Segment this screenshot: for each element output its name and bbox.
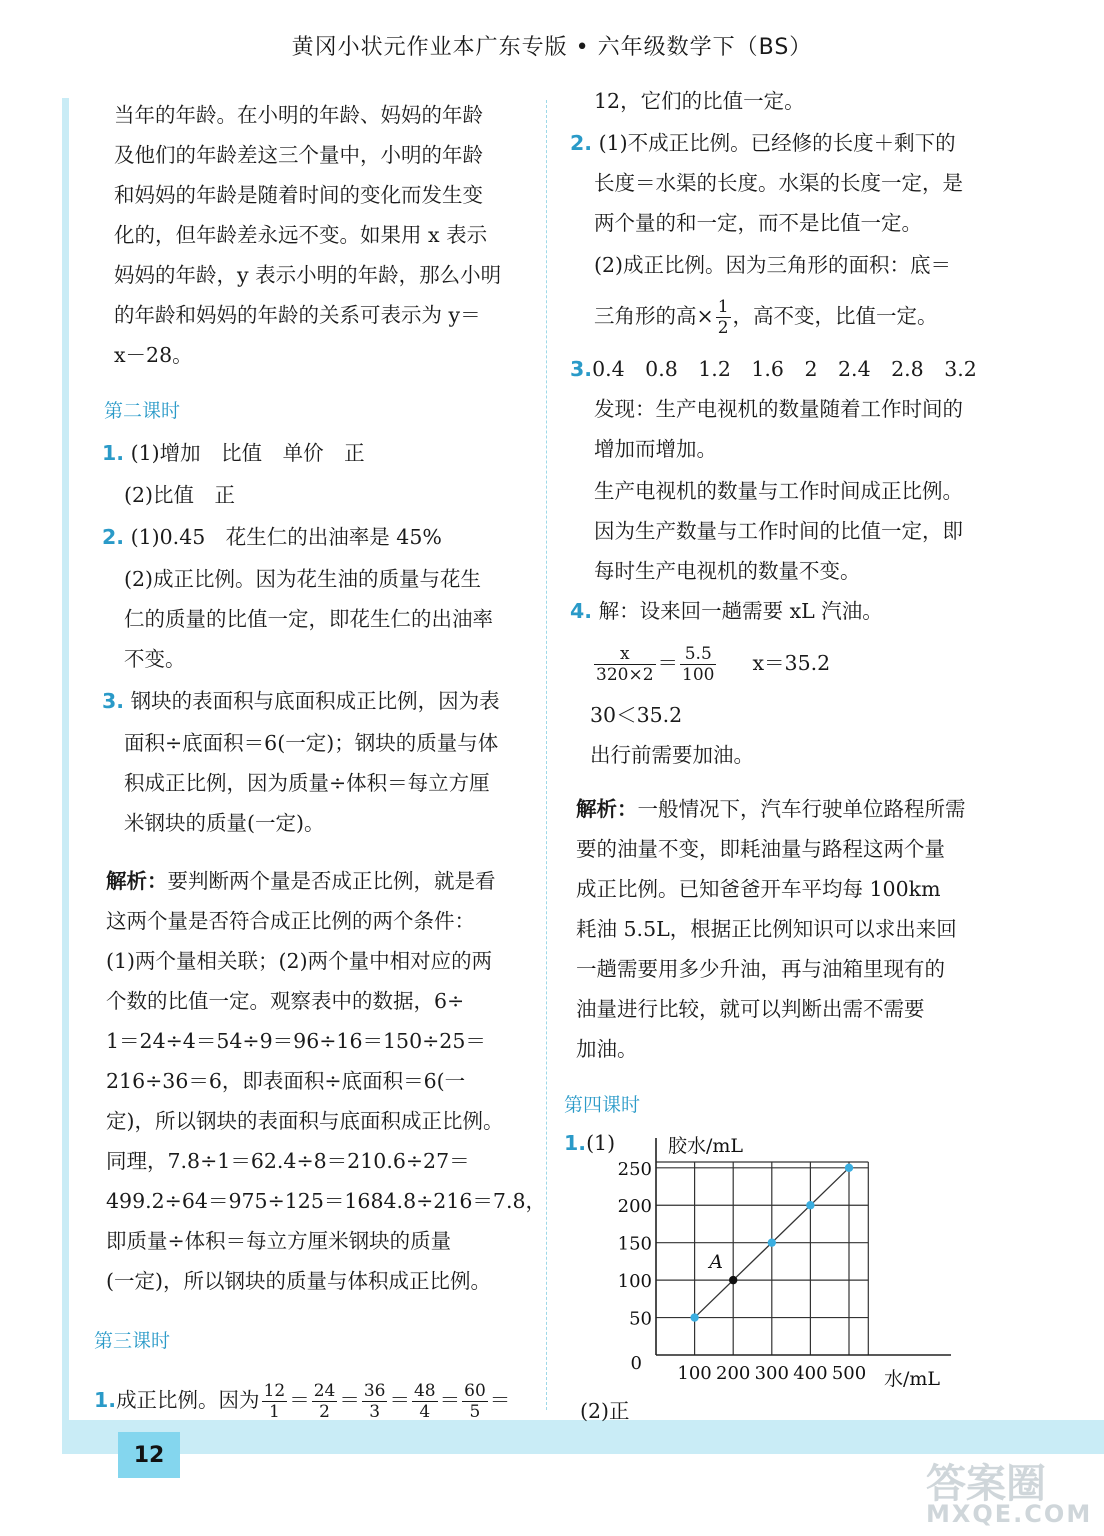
question-number: 4.: [570, 599, 593, 623]
fraction: $\frac{24}{2}$: [313, 1381, 336, 1422]
q3-line: 积成正比例，因为质量÷体积＝每立方厘: [124, 771, 490, 795]
r-q4-line1: [570, 596, 883, 626]
fraction: $\frac{1}{2}$: [717, 297, 729, 338]
data-point: [768, 1238, 776, 1246]
r-q2-line1: [570, 128, 956, 158]
section-title-lesson2: 第二课时: [104, 400, 181, 422]
r-q4-solution: x＝35.2: [752, 651, 831, 675]
fraction: $\frac{5.5}{100}$: [682, 644, 715, 685]
analysis-line: (一定)，所以钢块的质量与体积成正比例。: [106, 1269, 491, 1293]
q2-line: 仁的质量的比值一定，即花生仁的出油率: [124, 607, 493, 631]
watermark-logo: 答案圈: [926, 1461, 1046, 1507]
analysis-line: 499.2÷64＝975÷125＝1684.8÷216＝7.8，: [106, 1189, 547, 1213]
lesson3-q1-text: 成正比例。因为: [116, 1388, 260, 1412]
fraction: $\frac{36}{3}$: [363, 1381, 386, 1422]
r-analysis-line: [576, 794, 966, 824]
r-q2-line: 两个量的和一定，而不是比值一定。: [594, 211, 922, 235]
analysis-line: 216÷36＝6，即表面积÷底面积＝6(一: [106, 1069, 466, 1093]
q3-line: 面积÷底面积＝6(一定)；钢块的质量与体: [124, 731, 499, 755]
x-tick-label: 100: [677, 1363, 712, 1384]
r-q3-line: 增加而增加。: [594, 437, 717, 461]
section-title-lesson3: 第三课时: [94, 1330, 171, 1352]
continued-line: 12，它们的比值一定。: [594, 89, 805, 113]
column-divider: [546, 100, 547, 1410]
q1-line2: (2)比值 正: [124, 483, 236, 507]
left-decor-bar: [62, 98, 69, 1420]
data-point: [845, 1164, 853, 1172]
lesson3-q1: 1.成正比例。因为 $\frac{12}{1}$ ＝ $\frac{24}{2}$ ＝ $\frac{36}{3}$ ＝ $\frac{48}{4}$ ＝ $\frac{60}{5}$ ＝: [94, 1381, 511, 1422]
q2-line1: [102, 522, 442, 552]
r-analysis-line: 耗油 5.5L，根据正比例知识可以求出来回: [576, 917, 957, 941]
analysis-line: 即质量÷体积＝每立方厘米钢块的质量: [106, 1229, 452, 1253]
intro-line: 和妈妈的年龄是随着时间的变化而发生变: [114, 183, 483, 207]
y-tick-label: 200: [617, 1196, 652, 1218]
intro-line: 及他们的年龄差这三个量中，小明的年龄: [114, 143, 483, 167]
question-number: 1.: [94, 1388, 117, 1412]
q2-text: (1)0.45 花生仁的出油率是 45%: [130, 525, 442, 549]
y-tick-label: 150: [617, 1233, 652, 1255]
question-number: 2.: [570, 131, 593, 155]
question-number: 3.: [102, 689, 125, 713]
r-q3-line: 因为生产数量与工作时间的比值一定，即: [594, 519, 963, 543]
proportion-chart: [600, 1130, 960, 1390]
question-number: 3.: [570, 357, 593, 381]
q3-line: 米钢块的质量(一定)。: [124, 811, 325, 835]
r-q3-values: 0.4 0.8 1.2 1.6 2 2.4 2.8 3.2: [592, 357, 977, 381]
r-q3-line: 发现：生产电视机的数量随着工作时间的: [594, 397, 963, 421]
r-lesson4-q1-part2: (2)正: [580, 1399, 630, 1423]
intro-line: 化的，但年龄差永远不变。如果用 x 表示: [114, 223, 488, 247]
x-axis-label: 水/mL: [884, 1368, 941, 1390]
analysis-line: 个数的比值一定。观察表中的数据，6÷: [106, 989, 465, 1013]
fraction: $\frac{48}{4}$: [413, 1381, 436, 1422]
q2-line: 不变。: [124, 647, 186, 671]
q1-text: (1)增加 比值 单价 正: [130, 441, 365, 465]
r-lesson4-q1-part1: (1): [586, 1131, 616, 1155]
r-q4-conclusion: 出行前需要加油。: [590, 743, 754, 767]
y-axis-label: 胶水/mL: [668, 1135, 744, 1157]
analysis-text: 一般情况下，汽车行驶单位路程所需: [637, 797, 966, 821]
analysis-text: 要判断两个量是否成正比例，就是看: [167, 869, 496, 893]
question-number: 2.: [102, 525, 125, 549]
analysis-line: [106, 866, 496, 896]
analysis-label: 解析：: [576, 797, 638, 821]
q3-text: 钢块的表面积与底面积成正比例，因为表: [130, 689, 500, 713]
x-tick-label: 300: [754, 1363, 789, 1384]
r-q3-line1: [570, 354, 977, 384]
data-point: [806, 1201, 814, 1209]
point-label: A: [709, 1251, 723, 1274]
intro-line: 的年龄和妈妈的年龄的关系可表示为 y＝: [114, 303, 481, 327]
y-tick-label: 250: [617, 1158, 652, 1180]
r-q4-text: 解：设来回一趟需要 xL 汽油。: [598, 599, 883, 623]
x-tick-label: 200: [716, 1363, 751, 1384]
analysis-label: 解析：: [106, 869, 168, 893]
r-q3-line: 每时生产电视机的数量不变。: [594, 559, 861, 583]
fraction: $\frac{12}{1}$: [263, 1381, 286, 1422]
analysis-line: (1)两个量相关联；(2)两个量中相对应的两: [106, 949, 493, 973]
r-q2-line: 长度＝水渠的长度。水渠的长度一定，是: [594, 171, 963, 195]
watermark-url: MXQE.COM: [926, 1500, 1093, 1528]
y-tick-label: 50: [629, 1308, 652, 1330]
r-q2-text: (1)不成正比例。已经修的长度＋剩下的: [598, 131, 956, 155]
fraction: $\frac{60}{5}$: [464, 1381, 486, 1422]
section-title-lesson4: 第四课时: [564, 1094, 641, 1116]
r-q3-line: 生产电视机的数量与工作时间成正比例。: [594, 479, 963, 503]
q3-line1: [102, 686, 500, 716]
r-analysis-line: 成正比例。已知爸爸开车平均每 100km: [576, 877, 941, 901]
intro-line: 妈妈的年龄，y 表示小明的年龄，那么小明: [114, 263, 502, 287]
page-number: 12: [118, 1432, 180, 1478]
analysis-line: 同理，7.8÷1＝62.4÷8＝210.6÷27＝: [106, 1149, 470, 1173]
r-q2-triangle-line: 三角形的高× $\frac{1}{2}$ ，高不变，比值一定。: [594, 297, 938, 338]
q1-line1: [102, 438, 365, 468]
question-number: 1.: [102, 441, 125, 465]
r-analysis-line: 加油。: [576, 1037, 638, 1061]
r-analysis-line: 要的油量不变，即耗油量与路程这两个量: [576, 837, 945, 861]
x-tick-label: 500: [831, 1363, 867, 1384]
intro-line: 当年的年龄。在小明的年龄、妈妈的年龄: [114, 103, 483, 127]
data-point-a: [729, 1276, 737, 1284]
r-analysis-line: 油量进行比较，就可以判断出需不需要: [576, 997, 925, 1021]
analysis-line: 这两个量是否符合成正比例的两个条件：: [106, 909, 475, 933]
origin-label: 0: [630, 1353, 642, 1374]
y-tick-label: 100: [617, 1271, 652, 1293]
question-number: 1.: [564, 1131, 587, 1155]
analysis-line: 1＝24÷4＝54÷9＝96÷16＝150÷25＝: [106, 1029, 486, 1053]
r-analysis-line: 一趟需要用多少升油，再与油箱里现有的: [576, 957, 945, 981]
r-q2-line: (2)成正比例。因为三角形的面积：底＝: [594, 253, 952, 277]
analysis-line: 定)，所以钢块的表面积与底面积成正比例。: [106, 1109, 504, 1133]
x-tick-label: 400: [793, 1363, 828, 1384]
r-q4-compare: 30＜35.2: [590, 703, 683, 727]
r-q4-equation: $\frac{x}{320\times 2}$ ＝ $\frac{5.5}{100}$ x＝35.2: [596, 644, 831, 685]
data-point: [690, 1313, 698, 1321]
fraction: $\frac{x}{320\times 2}$: [596, 644, 654, 685]
intro-line: x－28。: [114, 343, 193, 367]
page-header: 黄冈小状元作业本广东专版 • 六年级数学下（BS）: [291, 35, 813, 60]
q2-line: (2)成正比例。因为花生油的质量与花生: [124, 567, 482, 591]
